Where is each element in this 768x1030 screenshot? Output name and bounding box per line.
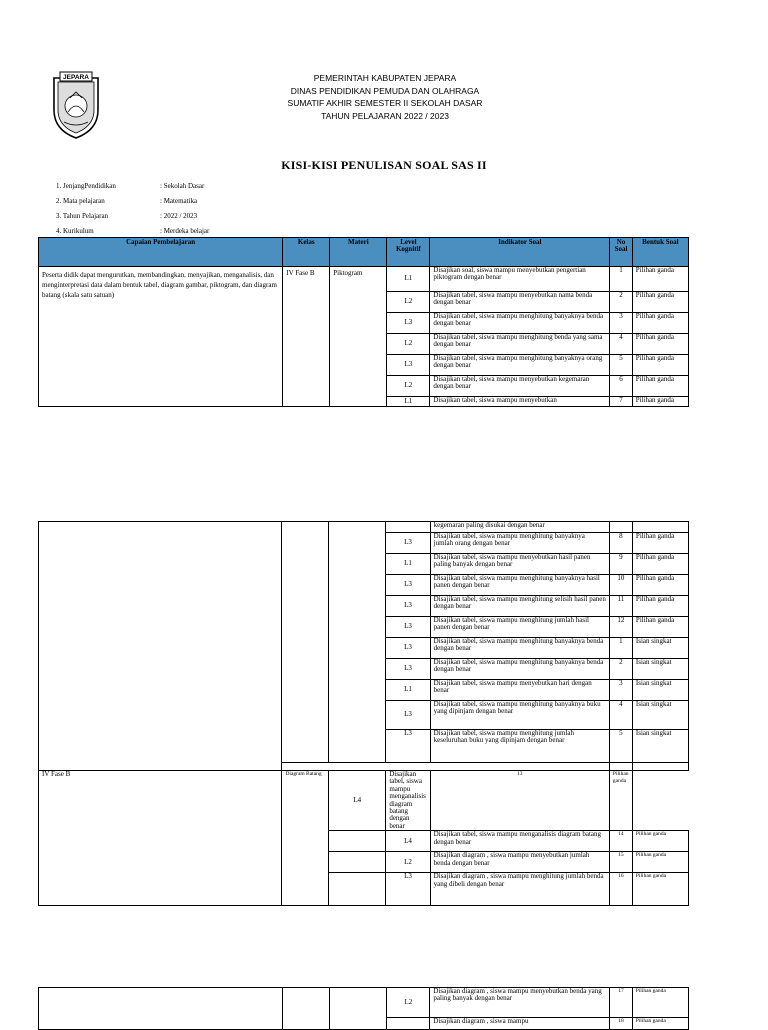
document-header (260, 72, 510, 122)
bentuk-cell: Isian singkat (632, 701, 688, 730)
materi-cell: Piktogram (330, 267, 387, 407)
header-line-4: TAHUN PELAJARAN 2022 / 2023 (321, 110, 449, 121)
no-cell: 15 (609, 852, 632, 873)
indikator-cell: Disajikan tabel, siswa mampu menghitung banyaknya jumlah orang dengan benar (430, 533, 609, 554)
indikator-cell: Disajikan tabel, siswa mampu menganalisis diagram batang dengan benar (430, 831, 609, 852)
capaian-pembelajaran (329, 873, 386, 906)
capaian-pembelajaran (39, 522, 282, 771)
meta-row (56, 209, 209, 224)
bentuk-cell: Pilihan ganda (632, 852, 688, 873)
level-cell: L3 (386, 638, 430, 659)
col-header-indikator: Indikator Soal (430, 238, 610, 267)
level-cell: L3 (386, 533, 430, 554)
materi-cell: Diagram Batang (282, 771, 329, 906)
meta-row (56, 179, 209, 194)
indikator-cell: Disajikan tabel, siswa mampu menghitung banyaknya benda dengan benar (430, 313, 610, 334)
col-header-bentuk: Bentuk Soal (632, 238, 688, 267)
capaian-pembelajaran (39, 988, 283, 1030)
table-row (39, 267, 689, 292)
no-cell (609, 763, 632, 771)
no-cell: 14 (609, 831, 632, 852)
level-cell: L3 (387, 355, 430, 376)
table-row (39, 522, 689, 533)
indikator-cell: Disajikan tabel, siswa mampu menyebutkan kegemaran dengan benar (430, 376, 610, 397)
col-header-cp: Capaian Pembelajaran (39, 238, 283, 267)
bentuk-cell: Pilihan ganda (632, 831, 688, 852)
no-cell: 1 (609, 638, 632, 659)
bentuk-cell: Pilihan ganda (632, 292, 688, 313)
indikator-cell: Disajikan tabel, siswa mampu menyebutkan hasil panen paling banyak dengan benar (430, 554, 609, 575)
kelas-cell: IV Fase B (283, 267, 330, 407)
no-cell: 12 (609, 617, 632, 638)
col-header-level: Level Kognitif (387, 238, 430, 267)
capaian-pembelajaran (329, 831, 386, 852)
indikator-cell: Disajikan tabel, siswa mampu menyebutkan hari dengan benar (430, 680, 609, 701)
col-header-materi: Materi (330, 238, 387, 267)
no-cell: 10 (609, 575, 632, 596)
level-cell: L3 (386, 617, 430, 638)
no-cell: 2 (610, 292, 632, 313)
bentuk-cell: Isian singkat (632, 730, 688, 763)
bentuk-cell: Pilihan ganda (632, 554, 688, 575)
bentuk-cell: Pilihan ganda (632, 267, 688, 292)
header-line-2: DINAS PENDIDIKAN PEMUDA DAN OLAHRAGA (290, 85, 480, 96)
indikator-cell: Disajikan tabel, siswa mampu menghitung jumlah hasil panen dengan benar (430, 617, 609, 638)
meta-value: : Merdeka belajar (160, 227, 210, 235)
indikator-cell: Disajikan diagram , siswa mampu menghitung jumlah benda yang dibeli dengan benar (430, 873, 609, 906)
level-cell: L3 (386, 701, 430, 730)
no-cell: 5 (609, 730, 632, 763)
capaian-pembelajaran (329, 852, 386, 873)
no-cell: 5 (610, 355, 632, 376)
indikator-cell: Disajikan tabel, siswa mampu menghitung benda yang sama dengan benar (430, 334, 610, 355)
level-cell: L1 (386, 680, 430, 701)
indikator-cell: Disajikan diagram , siswa mampu menyebutkan jumlah benda dengan benar (430, 852, 609, 873)
header-line-3: SUMATIF AKHIR SEMESTER II SEKOLAH DASAR (287, 98, 483, 108)
level-cell: L3 (386, 575, 430, 596)
level-cell: L4 (386, 831, 430, 852)
no-cell: 18 (610, 1018, 632, 1030)
bentuk-cell: Isian singkat (632, 638, 688, 659)
meta-label: 4. Kurikulum (56, 227, 94, 235)
indikator-cell: Disajikan tabel, siswa mampu menghitung banyaknya benda dengan benar (430, 638, 609, 659)
level-cell (386, 522, 430, 533)
logo-text: JEPARA (63, 74, 89, 81)
table-row (39, 771, 689, 831)
indikator-cell: Disajikan tabel, siswa mampu menghitung jumlah keseluruhan buku yang dipinjam dengan benar (430, 730, 609, 763)
no-cell: 4 (610, 334, 632, 355)
no-cell: 9 (609, 554, 632, 575)
no-cell: 8 (609, 533, 632, 554)
indikator-cell: Disajikan tabel, siswa mampu menyebutkan nama benda dengan benar (430, 292, 610, 313)
no-cell: 13 (430, 771, 609, 831)
indikator-cell: Disajikan soal, siswa mampu menyebutkan pengertian piktogram dengan benar (430, 267, 610, 292)
level-cell: L2 (387, 988, 430, 1018)
level-cell: L3 (386, 659, 430, 680)
bentuk-cell (632, 763, 688, 771)
meta-value: : 2022 / 2023 (160, 212, 198, 220)
indikator-cell: Disajikan tabel, siswa mampu menghitung banyaknya orang dengan benar (430, 355, 610, 376)
level-cell: L2 (387, 334, 430, 355)
bentuk-cell: Pilihan ganda (632, 988, 688, 1018)
no-cell: 11 (609, 596, 632, 617)
spacer-cell (282, 763, 609, 771)
level-cell: L1 (387, 267, 430, 292)
level-cell: L3 (386, 730, 430, 763)
bentuk-cell: Pilihan ganda (632, 313, 688, 334)
bentuk-cell: Pilihan ganda (632, 334, 688, 355)
materi-cell (330, 988, 387, 1030)
col-header-no: No Soal (610, 238, 632, 267)
level-cell: L3 (387, 313, 430, 334)
indikator-cell: Disajikan tabel, siswa mampu menghitung banyaknya hasil panen dengan benar (430, 575, 609, 596)
no-cell: 6 (610, 376, 632, 397)
bentuk-cell: Isian singkat (632, 680, 688, 701)
kisi-table-page-1 (38, 237, 689, 407)
no-cell: 4 (609, 701, 632, 730)
bentuk-cell: Pilihan ganda (632, 1018, 688, 1030)
meta-label: 2. Mata pelajaran (56, 197, 105, 205)
level-cell: L2 (386, 852, 430, 873)
bentuk-cell (632, 522, 688, 533)
bentuk-cell: Pilihan ganda (632, 596, 688, 617)
bentuk-cell: Pilihan ganda (632, 575, 688, 596)
col-header-kelas: Kelas (283, 238, 330, 267)
bentuk-cell: Isian singkat (632, 659, 688, 680)
indikator-cell: Disajikan diagram , siswa mampu menyebutkan benda yang paling banyak dengan benar (430, 988, 610, 1018)
indikator-cell: Disajikan tabel, siswa mampu menganalisis diagram batang dengan benar (386, 771, 430, 831)
level-cell: L1 (387, 397, 430, 407)
level-cell: L1 (386, 554, 430, 575)
bentuk-cell: Pilihan ganda (632, 355, 688, 376)
level-cell: L2 (387, 376, 430, 397)
meta-value: : Matematika (160, 197, 198, 205)
table-row (39, 988, 689, 1018)
meta-label: 1. JenjangPendidikan (56, 182, 116, 190)
kisi-table-page-2 (38, 521, 689, 906)
indikator-cell: kegemaran paling disukai dengan benar (430, 522, 609, 533)
no-cell: 1 (610, 267, 632, 292)
bentuk-cell: Pilihan ganda (632, 533, 688, 554)
capaian-pembelajaran: Peserta didik dapat mengurutkan, membandingkan, menyajikan, menganalisis, dan menginterpretasi data dalam bentuk tabel, diagram gambar, piktogram, dan diagram batang (skala satu satuan) (39, 267, 283, 407)
materi-cell (329, 522, 386, 763)
level-cell: L4 (329, 771, 386, 831)
kelas-cell (283, 988, 330, 1030)
bentuk-cell: Pilihan ganda (632, 397, 688, 407)
indikator-cell: Disajikan tabel, siswa mampu menghitung selisih hasil panen dengan benar (430, 596, 609, 617)
no-cell: 7 (610, 397, 632, 407)
indikator-cell: Disajikan tabel, siswa mampu menghitung banyaknya buku yang dipinjam dengan benar (430, 701, 609, 730)
meta-value: : Sekolah Dasar (160, 182, 205, 190)
meta-row (56, 194, 209, 209)
bentuk-cell: Pilihan ganda (632, 873, 688, 906)
indikator-cell: Disajikan tabel, siswa mampu menghitung banyaknya benda dengan benar (430, 659, 609, 680)
bentuk-cell: Pilihan ganda (632, 376, 688, 397)
document-title: KISI-KISI PENULISAN SOAL SAS II (281, 158, 487, 172)
no-cell: 16 (609, 873, 632, 906)
no-cell (609, 522, 632, 533)
indikator-cell: Disajikan tabel, siswa mampu menyebutkan (430, 397, 610, 407)
bentuk-cell: Pilihan ganda (632, 617, 688, 638)
header-line-1: PEMERINTAH KABUPATEN JEPARA (313, 73, 457, 83)
jepara-logo (50, 70, 102, 140)
kelas-cell: IV Fase B (39, 771, 282, 906)
bentuk-cell: Pilihan ganda (609, 771, 632, 831)
indikator-cell: Disajikan diagram , siswa mampu (430, 1018, 610, 1030)
level-cell: L3 (386, 873, 430, 906)
no-cell: 17 (610, 988, 632, 1018)
level-cell: L3 (386, 596, 430, 617)
meta-info (56, 179, 209, 239)
kelas-cell (282, 522, 329, 763)
no-cell: 2 (609, 659, 632, 680)
level-cell: L2 (387, 292, 430, 313)
no-cell: 3 (610, 313, 632, 334)
meta-label: 3. Tahun Pelajaran (56, 212, 109, 220)
no-cell: 3 (609, 680, 632, 701)
